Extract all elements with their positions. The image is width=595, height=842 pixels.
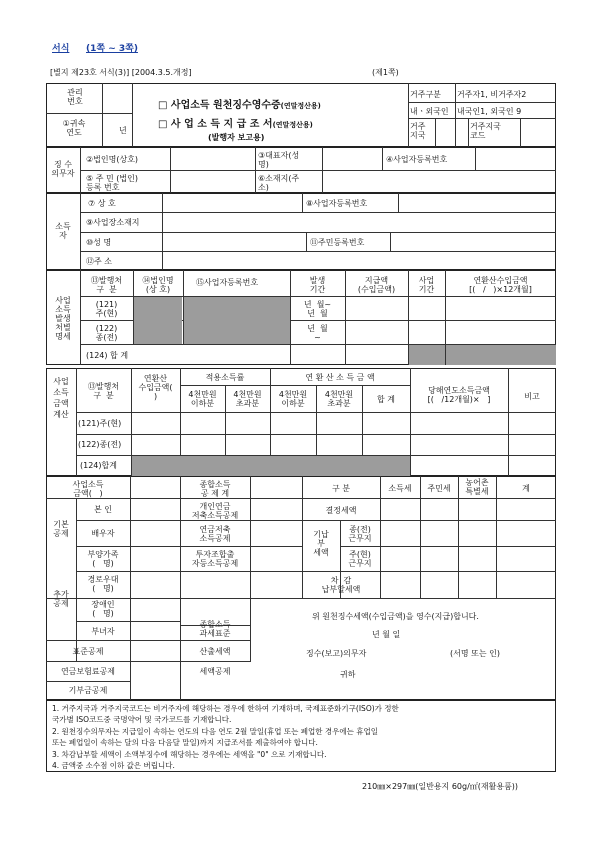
note-line: 4. 금액중 소수점 이하 값은 버립니다. xyxy=(52,761,175,770)
calc-sub-2: 4천만원 초과분 xyxy=(233,390,262,408)
receipt-statement: 위 원천징수세액(수입금액)을 영수(지급)합니다. xyxy=(312,612,479,621)
calc-sub-total: 합 계 xyxy=(377,395,395,404)
earner-rrn-label: ⑪주민등록번호 xyxy=(310,238,365,247)
rep-name-label: ③대표자(성 명) xyxy=(258,151,300,169)
earner-label: 소득 자 xyxy=(55,222,71,240)
signature-label: (서명 또는 인) xyxy=(450,649,500,658)
extra-deduction-label: 추가 공제 xyxy=(53,590,69,608)
nationality-label: 내ㆍ외국인 xyxy=(410,107,449,116)
gray-cell xyxy=(134,297,182,344)
trade-name-label: ⑦ 상 호 xyxy=(88,199,116,208)
earner-name-label: ⑩성 명 xyxy=(86,238,112,247)
col-bizreg: ⑮사업자등록번호 xyxy=(196,278,259,287)
col-corp: ⑭법인명 (상 호) xyxy=(142,276,174,294)
period-text-2: 년 월 ~ xyxy=(307,324,328,342)
col-annual: 연환산수입금액 [( / )×12개월] xyxy=(469,276,532,294)
row-current: (121) 주(현) xyxy=(95,300,118,318)
page-number: (제1쪽) xyxy=(372,68,399,77)
col-period: 발생 기간 xyxy=(309,276,326,294)
pension-insurance-deduction: 연금보험료공제 xyxy=(60,667,116,676)
gray-cell xyxy=(446,345,556,365)
form-label: 서식 xyxy=(52,44,70,54)
calc-sub-1: 4천만원 이하분 xyxy=(188,390,217,408)
gray-cell xyxy=(184,297,290,344)
ded-woman: 부녀자 xyxy=(91,627,115,636)
note-line: 2. 원천징수의무자는 지급일이 속하는 연도의 다음 연도 2월 말일(휴업 또는 폐업한 경우에는 휴업일 xyxy=(52,727,379,736)
title-subtitle: (발행자 보고용) xyxy=(208,133,265,142)
calc-col-annual: 연환산 수입금액( ) xyxy=(138,374,173,401)
calc-row-total: (124)합계 xyxy=(80,461,117,470)
col-biz-period: 사업 기간 xyxy=(418,276,435,294)
resident-type-value: 거주자1, 비거주자2 xyxy=(457,90,527,99)
title-statement: □ 사 업 소 득 지 급 조 서(연말정산용) xyxy=(158,119,313,130)
note-line: 국가별 ISO코드중 국명약어 및 국가코드를 기재합니다. xyxy=(52,715,232,724)
gray-cell xyxy=(409,345,445,365)
note-line: 또는 폐업일이 속하는 달의 다음 다음달 말일)까지 지급조서를 제출하여야 합니다. xyxy=(52,738,318,747)
ded-spouse: 배우자 xyxy=(91,529,115,538)
mgmt-number-label: 관리 번호 xyxy=(67,88,83,106)
calc-col-converted: 연 환 산 소 득 금 액 xyxy=(305,373,375,382)
ded-investment: 투자조합출 자등소득공제 xyxy=(191,550,239,568)
attribution-year-label: ①귀속 연도 xyxy=(62,119,86,137)
prev-workplace: 종(전) 근무지 xyxy=(348,525,372,543)
ded-disabled: 장애인 ( 명) xyxy=(91,600,115,618)
earner-address-label: ⑫주 소 xyxy=(86,257,112,266)
note-line: 3. 차감납부할 세액이 소액부징수에 해당하는 경우에는 세액을 "0" 으로 기재합니다. xyxy=(52,750,327,759)
tax-to-pay: 차 감 납부할세액 xyxy=(321,576,361,594)
ded-dependents: 부양가족 ( 명) xyxy=(87,550,119,568)
calc-row-current: (121)주(현) xyxy=(78,419,122,428)
payer-address-label: ⑥소재지(주 소) xyxy=(258,174,300,192)
total-income-deduction: 종합소득 공 제 계 xyxy=(199,480,231,498)
payer-rrn-label: ⑤ 주 민 (법인) 등록 번호 xyxy=(86,174,138,192)
calculated-tax: 산출세액 xyxy=(199,647,231,656)
main-workplace: 주(현) 근무지 xyxy=(348,550,372,568)
title-receipt: □ 사업소득 원천징수영수증(연말정산용) xyxy=(158,100,321,111)
col-place: ⑬발행처 구 분 xyxy=(90,276,123,294)
ded-pension-savings: 연금저축 소득공제 xyxy=(199,525,231,543)
resident-type-label: 거주구분 xyxy=(410,90,441,99)
calc-col-applied: 적용소득률 xyxy=(205,373,245,382)
col-farm-tax: 농어촌 특별세 xyxy=(465,478,489,496)
year-unit: 년 xyxy=(119,126,127,135)
res-country-code-label: 거주지국 코드 xyxy=(470,122,501,140)
ded-personal-pension: 개인연금 저축소득공제 xyxy=(191,502,239,520)
calc-sub-3: 4천만원 이하분 xyxy=(278,390,308,408)
withholding-agent: 징수(보고)의무자 xyxy=(306,649,367,658)
biz-place-label: ⑨사업장소재지 xyxy=(86,218,140,227)
note-line: 1. 거주지국과 거주지국코드는 비거주자에 해당하는 경우에 한하여 기재하며, 국제표준화기구(ISO)가 정한 xyxy=(52,704,399,713)
date-line: 년 월 일 xyxy=(372,630,401,639)
col-division: 구 분 xyxy=(332,484,350,493)
addressee: 귀하 xyxy=(340,670,356,679)
income-section-label: 사업 소득 발생 처별 명세 xyxy=(55,296,71,341)
ded-self: 본 인 xyxy=(94,505,112,514)
donation-deduction: 기부금공제 xyxy=(68,686,108,695)
col-resident-tax: 주민세 xyxy=(427,484,451,493)
calc-col-note: 비고 xyxy=(524,392,540,401)
page-range: (1쪽 ~ 3쪽) xyxy=(86,44,138,54)
paper-spec: 210㎜×297㎜(일반용지 60g/㎡(재활용품)) xyxy=(362,782,519,791)
nationality-value: 내국인1, 외국인 9 xyxy=(457,107,522,116)
calc-col-place: ⑬발행처 구 분 xyxy=(87,382,120,400)
col-total: 계 xyxy=(522,484,530,493)
calc-sub-4: 4천만원 초과분 xyxy=(324,390,354,408)
col-income-tax: 소득세 xyxy=(388,484,412,493)
decided-tax: 결정세액 xyxy=(325,506,357,515)
law-reference: [별지 제23호 서식(3)] [2004.3.5.개정] xyxy=(50,68,192,77)
earner-bizreg-label: ⑧사업자등록번호 xyxy=(306,199,368,208)
period-text-1: 년 월~ 년 월 xyxy=(303,300,332,318)
calc-col-year-income: 당해연도소득금액 [( /12개월)× ] xyxy=(427,386,491,404)
std-deduction: 표준공제 xyxy=(72,647,104,656)
col-payment: 지급액 (수입금액) xyxy=(357,276,396,294)
tax-base: 종합소득 과세표준 xyxy=(199,620,231,638)
biz-income-amount: 사업소득 금액( ) xyxy=(72,480,104,498)
corp-name-label: ②법인명(상호) xyxy=(86,155,139,164)
ded-elderly: 경로우대 ( 명) xyxy=(87,575,119,593)
gray-cell xyxy=(132,456,410,476)
tax-credit: 세액공제 xyxy=(199,667,231,676)
payer-bizreg-label: ④사업자등록번호 xyxy=(386,155,448,164)
basic-deduction-label: 기본 공제 xyxy=(53,520,69,538)
calc-row-previous: (122)종(전) xyxy=(78,440,122,449)
calc-section-label: 사업 소득 금액 계산 xyxy=(53,377,69,419)
payer-label: 징 수 의무자 xyxy=(51,160,75,178)
res-country-label: 거주 지국 xyxy=(410,122,426,140)
prepaid-tax: 기납 부 세액 xyxy=(313,530,329,557)
row-total: (124) 합 계 xyxy=(86,351,129,360)
row-previous: (122) 종(전) xyxy=(95,324,118,342)
